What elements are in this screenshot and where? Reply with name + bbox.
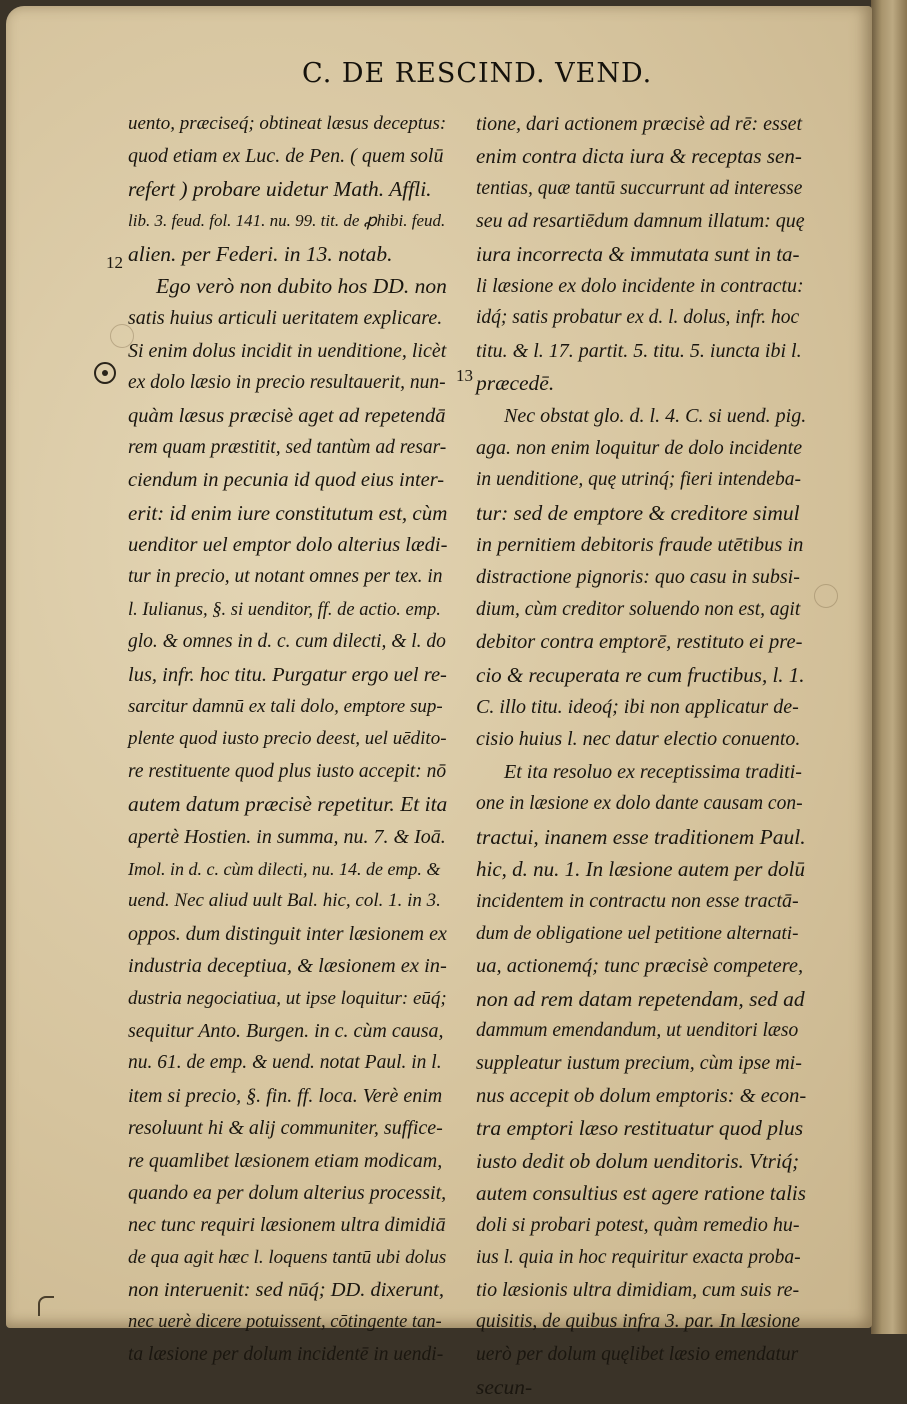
left-text-column xyxy=(128,108,448,1371)
text-line: tractui, inanem esse traditionem Paul. xyxy=(476,824,806,849)
text-line: uento, præciseq́; obtineat læsus deceptus: xyxy=(128,113,447,134)
text-line: hic, d. nu. 1. In læsione autem per dolū xyxy=(476,856,805,881)
text-line: lus, infr. hoc titu. Purgatur ergo uel re- xyxy=(128,663,447,686)
text-line: quàm læsus præcisè aget ad repetendā xyxy=(128,404,446,427)
text-line: dium, cùm creditor soluendo non est, agit xyxy=(476,598,801,620)
margin-number-right: 13 xyxy=(456,366,473,385)
text-line: non interuenit: sed nūq́; DD. dixerunt, xyxy=(128,1279,444,1302)
text-line: ciendum in pecunia id quod eius inter- xyxy=(128,469,445,492)
text-line: erit: id enim iure constitutum est, cùm xyxy=(128,500,448,525)
text-line: re quamlibet læsionem etiam modicam, xyxy=(128,1149,443,1172)
text-line: sarcitur damnū ex tali dolo, emptore sup- xyxy=(128,696,443,718)
text-line: apertè Hostien. in summa, nu. 7. & Ioā. xyxy=(128,825,446,848)
text-line: alien. per Federi. in 13. notab. xyxy=(128,241,393,266)
text-line: cisio huius l. nec datur electio conuento. xyxy=(476,728,801,751)
text-line: Nec obstat glo. d. l. 4. C. si uend. pig. xyxy=(504,404,807,427)
text-line: satis huius articuli ueritatem explicare. xyxy=(128,307,443,330)
text-line: in uenditione, quę utrinq́; fieri intendeba- xyxy=(476,469,801,491)
text-line: tra emptori læso restituatur quod plus xyxy=(476,1116,804,1141)
next-page-edge xyxy=(871,0,907,1334)
text-line: in pernitiem debitoris fraude utētibus in xyxy=(476,534,804,557)
corner-ink-mark xyxy=(38,1296,54,1316)
running-title: C. DE RESCIND. VEND. xyxy=(302,58,653,89)
text-line: ta læsione per dolum incidentē in uendi- xyxy=(128,1343,444,1365)
text-line: Si enim dolus incidit in uenditione, licèt xyxy=(128,339,447,362)
text-line: quisitis, de quibus infra 3. par. In læsione xyxy=(476,1311,800,1333)
bleed-through-ring xyxy=(814,584,838,608)
text-line: rem quam præstitit, sed tantùm ad resar- xyxy=(128,436,447,458)
text-line: cio & recuperata re cum fructibus, l. 1. xyxy=(476,662,805,687)
text-line: doli si probari potest, quàm remedio hu- xyxy=(476,1214,800,1237)
text-line: li læsione ex dolo incidente in contractu: xyxy=(476,274,804,297)
text-line: nec tunc requiri læsionem ultra dimidiā xyxy=(128,1214,446,1237)
text-line: nu. 61. de emp. & uend. notat Paul. in l. xyxy=(128,1052,442,1074)
text-line: industria deceptiua, & læsionem ex in- xyxy=(128,955,447,978)
text-line: tione, dari actionem præcisè ad rē: esset xyxy=(476,113,803,135)
text-line: nus accepit ob dolum emptoris: & econ- xyxy=(476,1084,807,1107)
text-line: oppos. dum distinguit inter læsionem ex xyxy=(128,922,447,945)
text-line: re restituente quod plus iusto accepit: nō xyxy=(128,760,447,782)
text-line: one in læsione ex dolo dante causam con- xyxy=(476,793,803,815)
book-page xyxy=(6,6,872,1400)
text-line: suppleatur iustum precium, cùm ipse mi- xyxy=(476,1052,802,1075)
text-line: idq́; satis probatur ex d. l. dolus, infr. hoc xyxy=(476,307,800,329)
right-text-column xyxy=(476,108,806,1404)
margin-number-left: 12 xyxy=(106,253,123,272)
text-line: resoluunt hi & alij communiter, suffice- xyxy=(128,1117,443,1140)
text-line: tur in precio, ut notant omnes per tex. in xyxy=(128,566,443,588)
text-line: incidentem in contractu non esse tractā- xyxy=(476,890,799,913)
text-line: præcedē. xyxy=(476,371,555,396)
text-line: glo. & omnes in d. c. cum dilecti, & l. do xyxy=(128,631,446,653)
text-line: plente quod iusto precio deest, uel uēdito- xyxy=(128,728,447,750)
text-line: distractione pignoris: quo casu in subsi- xyxy=(476,566,800,589)
text-line: nec uerè dicere potuissent, cōtingente tan- xyxy=(128,1312,442,1333)
text-line: dum de obligatione uel petitione alternati- xyxy=(476,922,799,944)
text-line: item si precio, §. fin. ff. loca. Verè enim xyxy=(128,1084,443,1107)
text-line: quando ea per dolum alterius processit, xyxy=(128,1181,447,1204)
text-line: secun- xyxy=(476,1375,533,1400)
text-line: Et ita resoluo ex receptissima traditi- xyxy=(504,760,802,783)
text-line: uend. Nec aliud uult Bal. hic, col. 1. in 3. xyxy=(128,890,441,912)
text-line: ex dolo læsio in precio resultauerit, nun- xyxy=(128,372,446,394)
text-line: ua, actionemq́; tunc præcisè competere, xyxy=(476,955,804,978)
text-line: titu. & l. 17. partit. 5. titu. 5. iuncta ibi l. xyxy=(476,339,802,362)
text-line: de qua agit hæc l. loquens tantū ubi dolus xyxy=(128,1246,447,1268)
text-line: lib. 3. feud. fol. 141. nu. 99. tit. de ꝓhibi. feud. xyxy=(128,211,446,231)
text-line: tur: sed de emptore & creditore simul xyxy=(476,500,800,525)
text-line: Ego verò non dubito hos DD. non xyxy=(156,273,447,298)
text-line: refert ) probare uidetur Math. Affli. xyxy=(128,176,432,201)
text-line: uenditor uel emptor dolo alterius lædi- xyxy=(128,534,448,557)
text-line: ius l. quia in hoc requiritur exacta proba- xyxy=(476,1246,801,1268)
text-line: enim contra dicta iura & receptas sen- xyxy=(476,144,802,169)
text-line: dustria negociatiua, ut ipse loquitur: eūq́; xyxy=(128,987,447,1009)
text-line: C. illo titu. ideoq́; ibi non applicatur de- xyxy=(476,696,799,719)
text-line: debitor contra emptorē, restituto ei pre- xyxy=(476,631,803,654)
text-line: non ad rem datam repetendam, sed ad xyxy=(476,986,805,1011)
text-line: iusto dedit ob dolum uenditoris. Vtriq́; xyxy=(476,1148,800,1173)
text-line: autem datum præcisè repetitur. Et ita xyxy=(128,792,448,817)
text-line: aga. non enim loquitur de dolo incidente xyxy=(476,436,803,459)
text-line: autem consultius est agere ratione talis xyxy=(476,1180,806,1205)
text-line: l. Iulianus, §. si uenditor, ff. de actio. emp. xyxy=(128,599,441,620)
text-line: sequitur Anto. Burgen. in c. cùm causa, xyxy=(128,1019,444,1042)
text-line: tio læsionis ultra dimidiam, cum suis re- xyxy=(476,1279,800,1302)
text-line: dammum emendandum, ut uenditori læso xyxy=(476,1019,799,1041)
text-line: iura incorrecta & immutata sunt in ta- xyxy=(476,241,800,266)
text-line: uerò per dolum quęlibet læsio emendatur xyxy=(476,1343,799,1365)
margin-circle-mark xyxy=(94,362,116,384)
text-line: quod etiam ex Luc. de Pen. ( quem solū xyxy=(128,145,444,168)
text-line: Imol. in d. c. cùm dilecti, nu. 14. de emp. & xyxy=(128,858,441,879)
text-line: tentias, quæ tantū succurrunt ad interesse xyxy=(476,177,803,199)
text-line: seu ad resartiēdum damnum illatum: quę xyxy=(476,210,805,233)
